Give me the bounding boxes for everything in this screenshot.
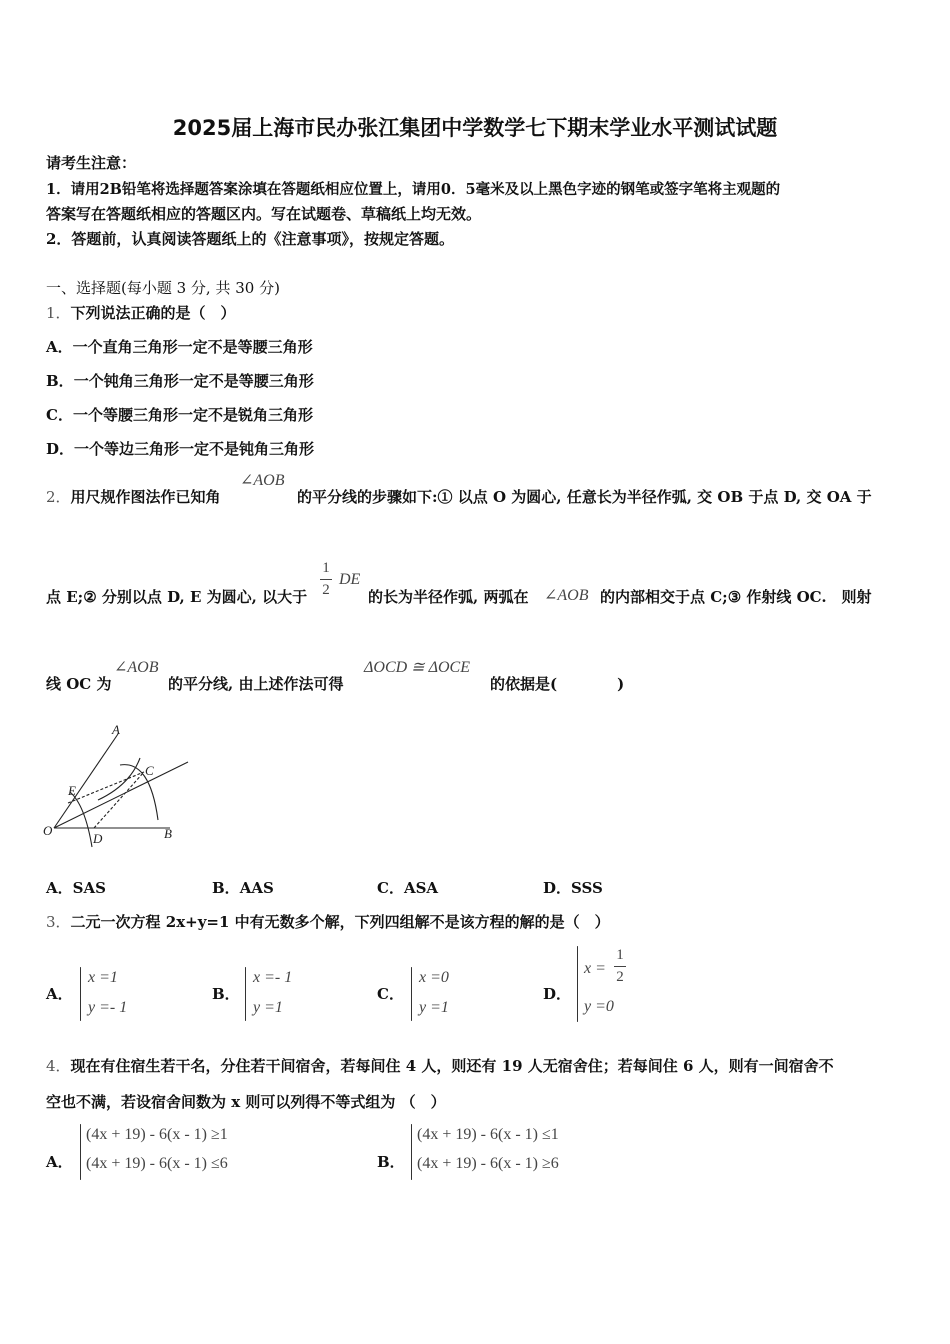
q2-line2-start: 点 E;② 分别以点 D, E 为圆心, 以大于 xyxy=(46,588,308,606)
brace xyxy=(245,967,246,1021)
angle-aob-formula: ∠AOB xyxy=(114,659,159,676)
q3-d-eq2: y =0 xyxy=(584,998,614,1015)
label-c: C xyxy=(145,763,154,778)
q3-d-eq1: x = xyxy=(584,960,606,977)
brace xyxy=(411,1124,412,1180)
q2-line3-start: 线 OC 为 xyxy=(46,675,112,693)
notice-heading: 请考生注意： xyxy=(46,154,137,172)
q4-option-a-label[interactable]: A． xyxy=(46,1153,73,1171)
q2-line1-rest: 的平分线的步骤如下:① 以点 O 为圆心, 任意长为半径作弧, 交 OB 于点 D, 交 OA 于 xyxy=(297,488,872,506)
q3-option-a-label[interactable]: A． xyxy=(46,985,73,1003)
q3-a-eq1: x =1 xyxy=(88,969,118,986)
q4-a-ineq1: (4x + 19) - 6(x - 1) ≥1 xyxy=(86,1126,228,1143)
label-a: A xyxy=(112,722,120,737)
q2-option-c[interactable]: C．ASA xyxy=(377,879,439,897)
notice-item2: 2．答题前，认真阅读答题纸上的《注意事项》，按规定答题。 xyxy=(46,230,454,248)
q1-option-c[interactable]: C．一个等腰三角形一定不是锐角三角形 xyxy=(46,406,313,424)
q3-a-eq2: y =- 1 xyxy=(88,999,128,1016)
q4-b-ineq1: (4x + 19) - 6(x - 1) ≤1 xyxy=(417,1126,559,1143)
q2-option-a[interactable]: A．SAS xyxy=(46,879,106,897)
question-text: 下列说法正确的是（ ） xyxy=(70,304,236,322)
q3-option-d-label[interactable]: D． xyxy=(543,985,572,1003)
question-4-stem-line1: 4．现在有住宿生若干名，分住若干间宿舍，若每间住 4 人，则还有 19 人无宿舍住；若每间住 6 人，则有一间宿舍不 xyxy=(46,1057,834,1075)
q3-c-eq1: x =0 xyxy=(419,969,449,986)
q2-line1: 2．用尺规作图法作已知角 xyxy=(46,488,221,506)
q1-option-b[interactable]: B．一个钝角三角形一定不是等腰三角形 xyxy=(46,372,314,390)
page-title: 2025届上海市民办张江集团中学数学七下期末学业水平测试试题 xyxy=(172,116,778,140)
question-number: 1． xyxy=(46,304,71,322)
q2-line3-end: 的依据是( ) xyxy=(490,675,625,693)
angle-aob-formula: ∠AOB xyxy=(544,587,589,604)
question-1-stem xyxy=(46,302,236,323)
q3-b-eq2: y =1 xyxy=(253,999,283,1016)
q3-option-b-label[interactable]: B． xyxy=(212,985,240,1003)
question-4-stem-line2: 空也不满，若设宿舍间数为 x 则可以列得不等式组为 （ ） xyxy=(46,1093,446,1111)
brace xyxy=(411,967,412,1021)
arc-from-e xyxy=(98,758,140,800)
q4-a-ineq2: (4x + 19) - 6(x - 1) ≤6 xyxy=(86,1155,228,1172)
question-number: 2． xyxy=(46,488,71,506)
label-e: E xyxy=(68,783,76,798)
label-b: B xyxy=(164,826,172,841)
brace xyxy=(80,1124,81,1180)
fraction-one-half: 1 2 xyxy=(614,948,626,985)
question-number: 3． xyxy=(46,913,71,931)
notice-item1-line1: 1．请用2B铅笔将选择题答案涂填在答题纸相应位置上，请用0．5毫米及以上黑色字迹的钢笔或签字笔将主观题的 xyxy=(46,181,781,198)
q2-line3-mid: 的平分线, 由上述作法可得 xyxy=(168,675,344,693)
de-formula: DE xyxy=(339,571,361,588)
brace xyxy=(577,946,578,1022)
q3-b-eq1: x =- 1 xyxy=(253,969,293,986)
brace xyxy=(80,967,81,1021)
q2-option-b[interactable]: B．AAS xyxy=(212,879,274,897)
q1-option-d[interactable]: D．一个等边三角形一定不是钝角三角形 xyxy=(46,440,315,458)
congruence-formula: ΔOCD ≅ ΔOCE xyxy=(364,659,470,676)
ray-oa xyxy=(54,734,118,828)
section-heading: 一、选择题(每小题 3 分, 共 30 分) xyxy=(46,279,280,297)
q2-line2-mid: 的长为半径作弧, 两弧在 xyxy=(368,588,529,606)
angle-bisector-figure xyxy=(40,720,200,850)
angle-aob-formula: ∠AOB xyxy=(240,472,285,489)
q4-option-b-label[interactable]: B． xyxy=(377,1153,405,1171)
fraction-one-half: 1 2 xyxy=(320,561,332,598)
q3-c-eq2: y =1 xyxy=(419,999,449,1016)
label-o: O xyxy=(43,823,53,838)
q2-line2-end: 的内部相交于点 C;③ 作射线 OC. 则射 xyxy=(600,588,872,606)
q3-option-c-label[interactable]: C． xyxy=(377,985,404,1003)
segment-dc xyxy=(94,772,144,828)
q2-option-d[interactable]: D．SSS xyxy=(543,879,603,897)
question-number: 4． xyxy=(46,1057,71,1075)
notice-item1-line2: 答案写在答题纸相应的答题区内。写在试题卷、草稿纸上均无效。 xyxy=(46,205,482,223)
question-3-stem: 3．二元一次方程 2x+y=1 中有无数多个解，下列四组解不是该方程的解的是（ ） xyxy=(46,913,610,931)
q1-option-a[interactable]: A．一个直角三角形一定不是等腰三角形 xyxy=(46,338,313,356)
segment-ec xyxy=(68,772,144,803)
q4-b-ineq2: (4x + 19) - 6(x - 1) ≥6 xyxy=(417,1155,559,1172)
label-d: D xyxy=(93,831,103,846)
